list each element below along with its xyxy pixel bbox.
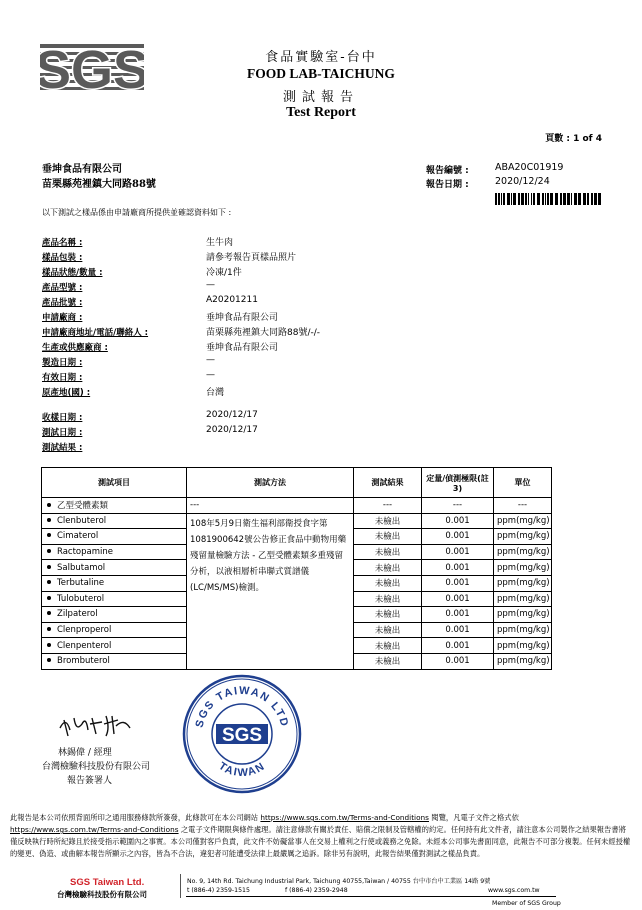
test-result: 未檢出 [354, 575, 422, 591]
date-value: 2020/12/17 [206, 425, 258, 435]
bullet-icon [47, 565, 51, 569]
bullet-icon [47, 549, 51, 553]
signer-role: 報告簽署人 [67, 776, 113, 786]
field-label: 樣品包裝 : [42, 253, 83, 263]
field-label: 有效日期 : [42, 373, 83, 383]
field-label: 申請廠商地址/電話/聯絡人 : [42, 328, 149, 338]
test-unit: ppm(mg/kg) [494, 653, 552, 669]
footer-address: No. 9, 14th Rd. Taichung Industrial Park, Taichung 40755,Taiwan / 40755 台中市台中工業區 14路 9號 [187, 878, 491, 885]
test-result: 未檢出 [354, 513, 422, 529]
terms-link-2[interactable]: https://www.sgs.com.tw/Terms-and-Conditions [10, 825, 179, 834]
test-item: Clenpenterol [42, 638, 187, 654]
table-row [42, 513, 552, 529]
field-value: 台灣 [206, 388, 225, 398]
test-result: 未檢出 [354, 622, 422, 638]
svg-text:TAIWAN: TAIWAN [216, 760, 268, 780]
test-limit: 0.001 [422, 529, 494, 545]
field-value: A20201211 [206, 295, 258, 305]
lab-name-zh: 食品實驗室-台中 [265, 50, 377, 65]
test-unit: ppm(mg/kg) [494, 575, 552, 591]
bullet-icon [47, 611, 51, 615]
footer-rule [186, 896, 556, 897]
report-no-label: 報告編號 : [426, 166, 469, 176]
bullet-icon [47, 533, 51, 537]
footer-fax: f (886-4) 2359-2948 [285, 887, 348, 894]
footer-member: Member of SGS Group [492, 900, 561, 907]
date-label: 收樣日期 : [42, 413, 83, 423]
test-item: Terbutaline [42, 575, 187, 591]
test-limit: 0.001 [422, 575, 494, 591]
test-unit: ppm(mg/kg) [494, 529, 552, 545]
bullet-icon [47, 627, 51, 631]
field-label: 製造日期 : [42, 358, 83, 368]
header-test-result: 測試結果 [354, 468, 422, 498]
test-item: Ractopamine [42, 544, 187, 560]
bullet-icon [47, 643, 51, 647]
bullet-icon [47, 596, 51, 600]
group-name: 乙型受體素類 [42, 498, 187, 514]
test-limit: 0.001 [422, 560, 494, 576]
test-unit: ppm(mg/kg) [494, 513, 552, 529]
field-value: — [206, 355, 215, 365]
test-unit: ppm(mg/kg) [494, 560, 552, 576]
group-unit: --- [494, 498, 552, 514]
field-label: 產品名稱 : [42, 238, 83, 248]
logo-text: SGS [40, 40, 144, 96]
date-label: 測試日期 : [42, 428, 83, 438]
test-item: Salbutamol [42, 560, 187, 576]
field-label: 原產地(國) : [42, 388, 91, 398]
test-method: 108年5月9日衛生福利部衛授食字第1081900642號公告修正食品中動物用藥殘留量檢驗方法 - 乙型受體素類多重殘留分析，以液相層析串聯式質譜儀(LC/MS/MS)檢測。 [187, 513, 354, 669]
test-item: Clenbuterol [42, 513, 187, 529]
field-value: 冷凍/1件 [206, 268, 242, 278]
date-label: 測試結果 : [42, 443, 83, 453]
company-seal [180, 672, 304, 796]
table-header-row [42, 468, 552, 498]
test-result: 未檢出 [354, 607, 422, 623]
field-value: — [206, 280, 215, 290]
group-limit: --- [422, 498, 494, 514]
client-address: 苗栗縣苑裡鎮大同路88號 [42, 179, 156, 190]
test-limit: 0.001 [422, 653, 494, 669]
test-unit: ppm(mg/kg) [494, 607, 552, 623]
test-limit: 0.001 [422, 622, 494, 638]
field-label: 產品批號 : [42, 298, 83, 308]
header-test-item: 測試項目 [42, 468, 187, 498]
test-limit: 0.001 [422, 638, 494, 654]
header-limit: 定量/偵測極限(註3) [422, 468, 494, 498]
test-unit: ppm(mg/kg) [494, 544, 552, 560]
footer-brand: SGS Taiwan Ltd. [70, 877, 145, 888]
group-method: --- [187, 498, 354, 514]
report-date-label: 報告日期 : [426, 180, 469, 190]
test-result: 未檢出 [354, 544, 422, 560]
svg-text:SGS TAIWAN LTD: SGS TAIWAN LTD [193, 684, 291, 729]
test-limit: 0.001 [422, 513, 494, 529]
test-limit: 0.001 [422, 607, 494, 623]
field-value: 垂坤食品有限公司 [206, 343, 279, 353]
field-label: 產品型號 : [42, 283, 83, 293]
test-result: 未檢出 [354, 560, 422, 576]
test-unit: ppm(mg/kg) [494, 591, 552, 607]
signer-name-title: 林錫偉 / 經理 [58, 748, 112, 758]
results-table [41, 467, 552, 670]
test-item: Zilpaterol [42, 607, 187, 623]
test-item: Tulobuterol [42, 591, 187, 607]
field-value: — [206, 370, 215, 380]
bullet-icon [47, 658, 51, 662]
test-item: Clenproperol [42, 622, 187, 638]
signer-company: 台灣檢驗科技股份有限公司 [42, 762, 151, 772]
field-label: 樣品狀態/數量 : [42, 268, 103, 278]
test-result: 未檢出 [354, 653, 422, 669]
barcode [495, 190, 601, 202]
page-number: 頁數 : 1 of 4 [545, 134, 602, 144]
test-result: 未檢出 [354, 529, 422, 545]
footer-phone: t (886-4) 2359-1515 [187, 887, 250, 894]
footer-website[interactable]: www.sgs.com.tw [488, 887, 540, 894]
header-unit: 單位 [494, 468, 552, 498]
field-value: 苗栗縣苑裡鎮大同路88號/-/- [206, 328, 321, 338]
header-test-method: 測試方法 [187, 468, 354, 498]
footer-company: 台灣檢驗科技股份有限公司 [57, 890, 147, 899]
sample-note: 以下測試之樣品係由申請廠商所提供並確認資料如下 : [42, 208, 232, 217]
field-label: 生產或供應廠商 : [42, 343, 108, 353]
test-unit: ppm(mg/kg) [494, 638, 552, 654]
field-label: 申請廠商 : [42, 313, 83, 323]
report-title-zh: 測試報告 [282, 90, 359, 105]
group-result: --- [354, 498, 422, 514]
test-item: Cimaterol [42, 529, 187, 545]
bullet-icon [47, 518, 51, 522]
table-row-group [42, 498, 552, 514]
test-item: Brombuterol [42, 653, 187, 669]
date-value: 2020/12/17 [206, 410, 258, 420]
report-title-en: Test Report [286, 105, 356, 120]
field-value: 生牛肉 [206, 238, 234, 248]
bullet-icon [47, 580, 51, 584]
test-result: 未檢出 [354, 638, 422, 654]
handwritten-signature [56, 710, 136, 740]
bullet-icon [47, 503, 51, 507]
test-unit: ppm(mg/kg) [494, 622, 552, 638]
test-limit: 0.001 [422, 591, 494, 607]
field-value: 垂坤食品有限公司 [206, 313, 279, 323]
lab-name-en: FOOD LAB-TAICHUNG [247, 66, 395, 81]
client-name: 垂坤食品有限公司 [42, 164, 122, 175]
svg-text:SGS: SGS [221, 725, 263, 746]
footer-divider [180, 874, 181, 898]
terms-link[interactable]: https://www.sgs.com.tw/Terms-and-Conditions [260, 813, 429, 822]
test-limit: 0.001 [422, 544, 494, 560]
test-result: 未檢出 [354, 591, 422, 607]
field-value: 請參考報告頁樣品照片 [206, 253, 297, 263]
report-date-value: 2020/12/24 [495, 176, 550, 187]
disclaimer: 此報告是本公司依照背面所印之通用服務條款所簽發，此條款可在本公司網站 https://www.sgs.com.tw/Terms-and-Conditions 閱覽，凡電子文件之格式依https://www.sgs.com.tw/Terms-and-Conditions 之電子文件期限與條件處理。請注意條款有關於責任、賠償之限制及管轄權的約定。任何持有此文件者，請注意本公司製作之結果報告書將僅反映執行時所紀錄且於接受指示範圍內之事實。本公司僅對客戶負責，此文件不妨礙當事人在交易上權利之行使或義務之免除。未經本公司事先書面同意，此報告不可部分複製。任何未經授權的變更、偽造、或曲解本報告所顯示之內容，皆為不合法，違犯者可能遭受法律上最嚴厲之追訴。除非另有說明，此報告結果僅對測試之樣品負責。 [10, 813, 631, 858]
report-no-value: ABA20C01919 [495, 162, 564, 173]
